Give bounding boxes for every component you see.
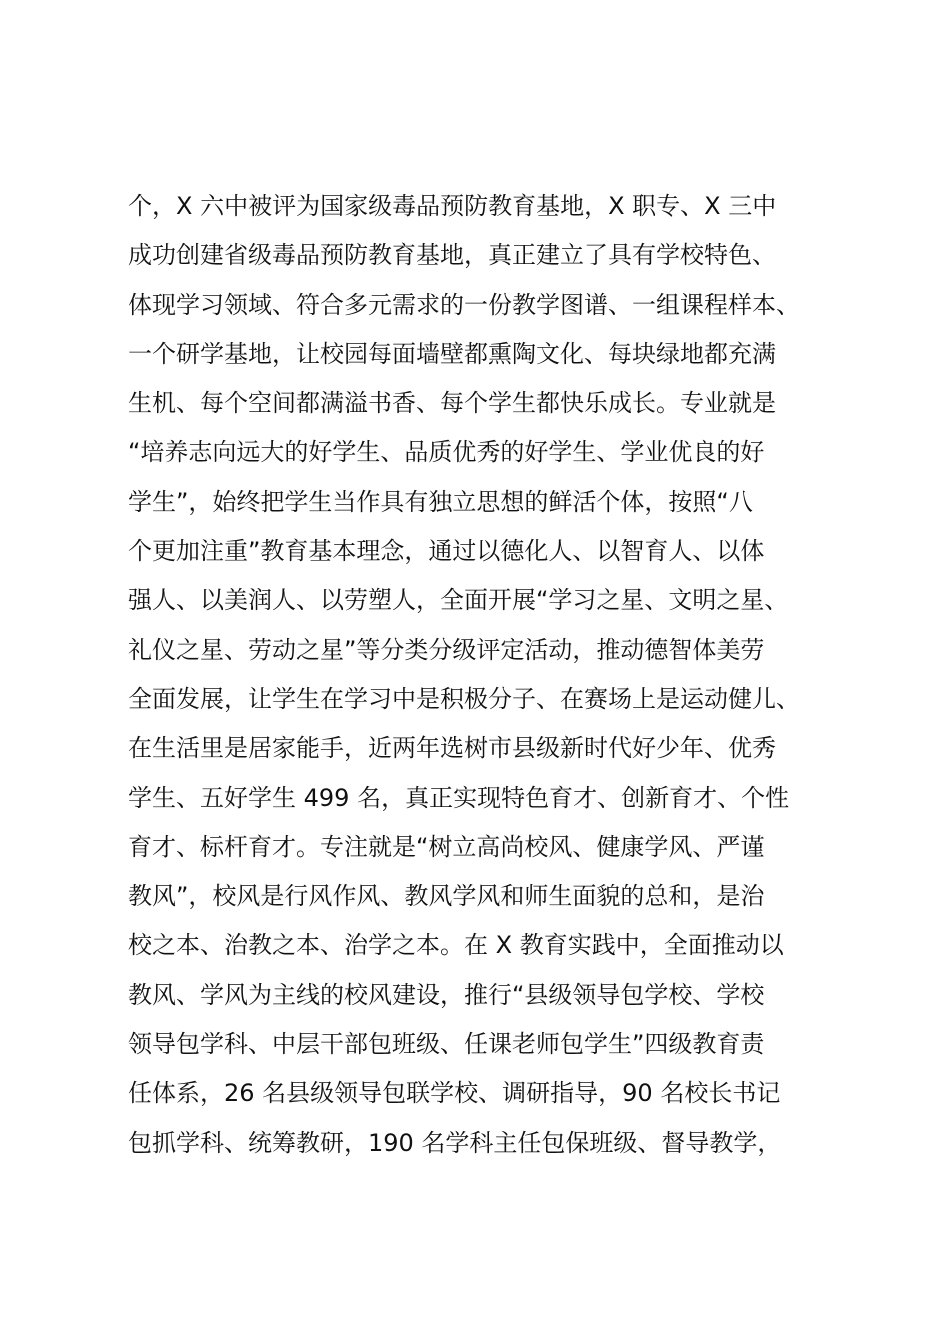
text-line: 教风、学风为主线的校风建设，推行“县级领导包学校、学校 [128,980,765,1009]
text-line: 在生活里是居家能手，近两年选树市县级新时代好少年、优秀 [128,734,776,763]
text-line: 生机、每个空间都满溢书香、每个学生都快乐成长。专业就是 [128,389,776,418]
text-line: 学生、五好学生 499 名，真正实现特色育才、创新育才、个性 [128,783,790,812]
text-line: 个，X 六中被评为国家级毒品预防教育基地，X 职专、X 三中 [128,192,777,220]
text-line: 体现学习领域、符合多元需求的一份教学图谱、一组课程样本、 [128,290,800,319]
text-line: 学生”，始终把学生当作具有独立思想的鲜活个体，按照“八 [128,487,753,516]
text-line: 领导包学科、中层干部包班级、任课老师包学生”四级教育责 [128,1030,765,1059]
text-line: 校之本、治教之本、治学之本。在 X 教育实践中，全面推动以 [128,931,784,960]
text-line: 个更加注重”教育基本理念，通过以德化人、以智育人、以体 [128,537,765,566]
text-line: 全面发展，让学生在学习中是积极分子、在赛场上是运动健儿、 [128,684,800,713]
text-line: 包抓学科、统筹教研，190 名学科主任包保班级、督导教学， [128,1128,782,1157]
text-line: 成功创建省级毒品预防教育基地，真正建立了具有学校特色、 [128,241,776,270]
text-line: 教风”，校风是行风作风、教风学风和师生面貌的总和，是治 [128,882,765,911]
body-paragraph [128,182,848,1168]
text-line: 礼仪之星、劳动之星”等分类分级评定活动，推动德智体美劳 [128,635,765,664]
text-line: 强人、以美润人、以劳塑人，全面开展“学习之星、文明之星、 [128,586,789,615]
text-line: 育才、标杆育才。专注就是“树立高尚校风、健康学风、严谨 [128,832,765,861]
text-line: 一个研学基地，让校园每面墙壁都熏陶文化、每块绿地都充满 [128,339,776,368]
text-line: “培养志向远大的好学生、品质优秀的好学生、学业优良的好 [128,438,765,467]
text-line: 任体系，26 名县级领导包联学校、调研指导，90 名校长书记 [128,1079,781,1108]
